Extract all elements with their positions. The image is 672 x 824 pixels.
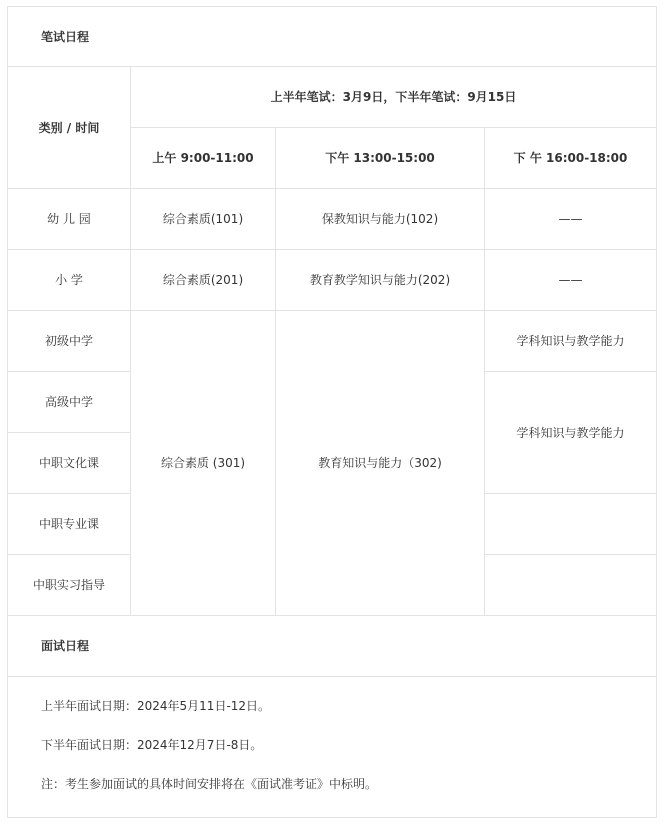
category-time-header: 类别 / 时间 — [8, 67, 131, 189]
interview-first-half: 上半年面试日期：2024年5月11日-12日。 — [41, 699, 271, 713]
table-row — [8, 311, 657, 372]
table-row — [8, 189, 657, 250]
session-info: 上半年笔试：3月9日，下半年笔试：9月15日 — [131, 67, 657, 128]
category-vocational-culture: 中职文化课 — [8, 433, 131, 494]
written-title-row — [8, 7, 657, 67]
session-info-row — [8, 67, 657, 128]
secondary-am-subject: 综合素质 (301) — [131, 311, 276, 616]
interview-second-half: 下半年面试日期：2024年12月7日-8日。 — [41, 738, 263, 752]
empty-cell — [485, 555, 657, 616]
exam-schedule-table — [7, 6, 657, 818]
primary-late-subject: —— — [485, 250, 657, 311]
written-section-title: 笔试日程 — [8, 7, 657, 67]
category-senior-middle: 高级中学 — [8, 372, 131, 433]
kindergarten-pm-subject: 保教知识与能力(102) — [276, 189, 485, 250]
category-vocational-major: 中职专业课 — [8, 494, 131, 555]
junior-late-subject: 学科知识与教学能力 — [485, 311, 657, 372]
empty-cell — [485, 494, 657, 555]
interview-notes-wrap — [41, 677, 656, 817]
category-primary: 小 学 — [8, 250, 131, 311]
category-junior-middle: 初级中学 — [8, 311, 131, 372]
primary-pm-subject: 教育教学知识与能力(202) — [276, 250, 485, 311]
period-afternoon: 下午 13:00-15:00 — [276, 128, 485, 189]
interview-admission-note: 注：考生参加面试的具体时间安排将在《面试准考证》中标明。 — [41, 777, 378, 791]
senior-voc-late-subject: 学科知识与教学能力 — [485, 372, 657, 494]
category-kindergarten: 幼 儿 园 — [8, 189, 131, 250]
kindergarten-late-subject: —— — [485, 189, 657, 250]
interview-title-row — [8, 616, 657, 677]
interview-section-title: 面试日程 — [8, 616, 657, 677]
period-morning: 上午 9:00-11:00 — [131, 128, 276, 189]
category-vocational-practice: 中职实习指导 — [8, 555, 131, 616]
interview-notes-row — [8, 677, 657, 818]
kindergarten-am-subject: 综合素质(101) — [131, 189, 276, 250]
table-row — [8, 250, 657, 311]
period-late-afternoon: 下 午 16:00-18:00 — [485, 128, 657, 189]
secondary-pm-subject: 教育知识与能力（302) — [276, 311, 485, 616]
interview-notes — [8, 677, 657, 818]
primary-am-subject: 综合素质(201) — [131, 250, 276, 311]
